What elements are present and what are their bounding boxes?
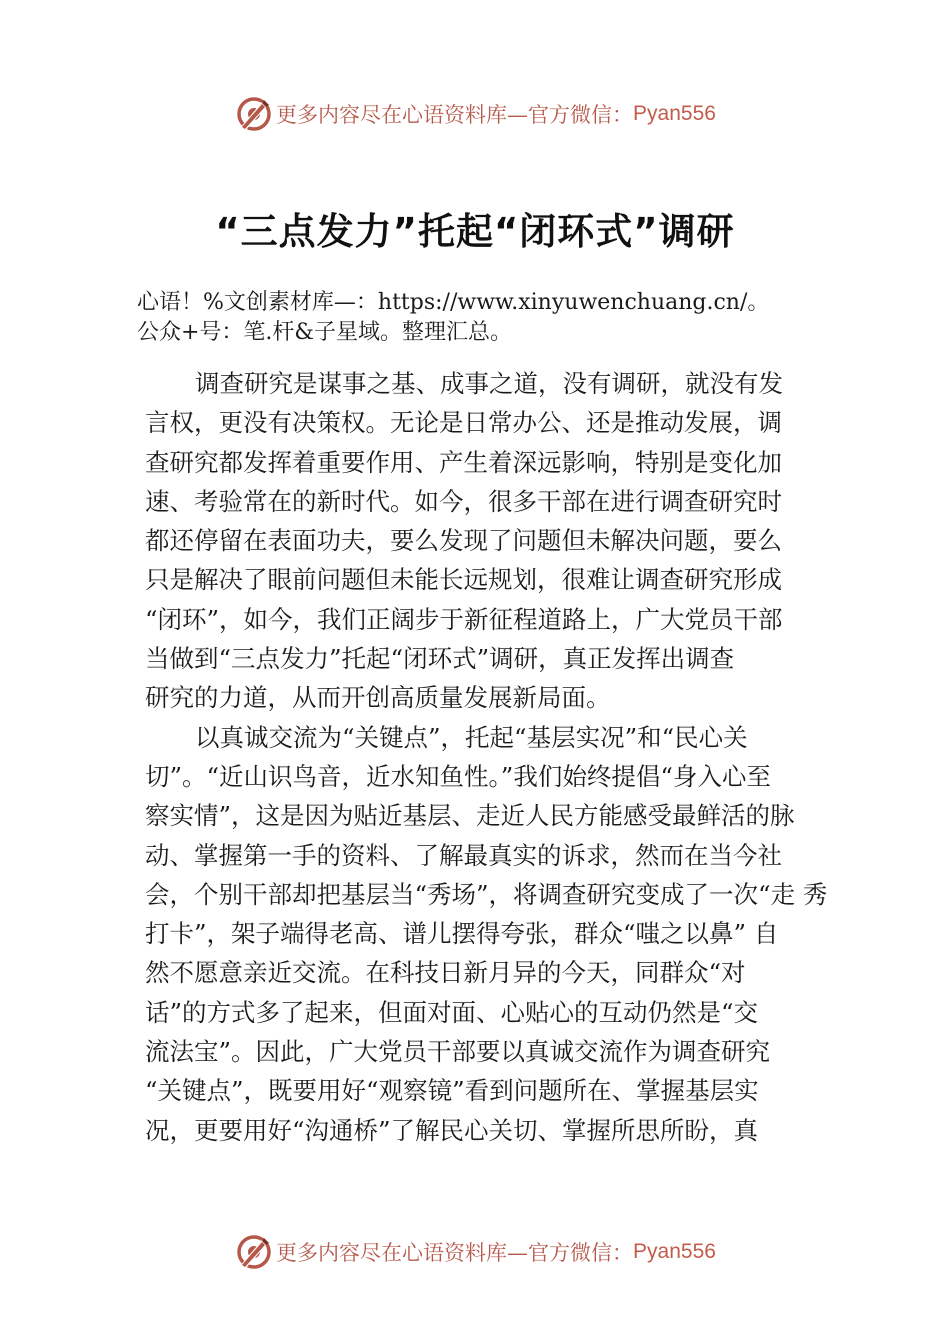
wechat-id: Pyan556 bbox=[633, 1240, 716, 1263]
paragraph-line: 会，个别干部却把基层当“秀场”，将调查研究变成了一次“走 秀 bbox=[145, 879, 828, 909]
source-note bbox=[137, 288, 837, 348]
paragraph-line: 都还停留在表面功夫，要么发现了问题但未解决问题，要么 bbox=[145, 526, 782, 556]
paragraph-line: 况，更要用好“沟通桥”了解民心关切、掌握所思所盼，真 bbox=[145, 1115, 759, 1145]
paragraph-line: 流法宝”。因此，广大党员干部要以真诚交流作为调查研究 bbox=[145, 1037, 771, 1067]
paragraph-line: 动、掌握第一手的资料、了解最真实的诉求，然而在当今社 bbox=[145, 840, 782, 870]
source-line: 心语！%文创素材库—：https://www.xinyuwenchuang.cn/。 bbox=[137, 290, 770, 315]
paragraph-line: 当做到“三点发力”托起“闭环式”调研，真正发挥出调查 bbox=[145, 644, 735, 674]
paragraph-line: 只是解决了眼前问题但未能长远规划，很难让调查研究形成 bbox=[145, 565, 782, 595]
wechat-id: Pyan556 bbox=[633, 102, 716, 125]
paragraph-line: 言权，更没有决策权。无论是日常办公、还是推动发展，调 bbox=[145, 408, 782, 438]
paragraph-line: 然不愿意亲近交流。在科技日新月异的今天，同群众“对 bbox=[145, 958, 746, 988]
banner-text: 更多内容尽在心语资料库—官方微信： bbox=[276, 1241, 634, 1265]
banner-text: 更多内容尽在心语资料库—官方微信： bbox=[276, 103, 634, 127]
footer-banner bbox=[0, 1230, 950, 1274]
paragraph-line: 查研究都发挥着重要作用、产生着深远影响，特别是变化加 bbox=[145, 447, 782, 477]
pen-logo-icon bbox=[234, 1232, 274, 1272]
article-body bbox=[145, 364, 828, 1150]
paragraph-line: 察实情”，这是因为贴近基层、走近人民方能感受最鲜活的脉 bbox=[145, 801, 795, 831]
pen-logo-icon bbox=[234, 94, 274, 134]
source-line: 公众+号：笔.杆&子星域。整理汇总。 bbox=[137, 320, 513, 345]
paragraph-line: “闭环”，如今，我们正阔步于新征程道路上，广大党员干部 bbox=[145, 604, 783, 634]
paragraph-line: 研究的力道，从而开创高质量发展新局面。 bbox=[145, 683, 611, 713]
page-title: “三点发力”托起“闭环式”调研 bbox=[215, 210, 735, 253]
paragraph-line: 调查研究是谋事之基、成事之道，没有调研，就没有发 bbox=[195, 369, 783, 398]
paragraph-line: “关键点”，既要用好“观察镜”看到问题所在、掌握基层实 bbox=[145, 1076, 759, 1106]
paragraph-line: 切”。“近山识鸟音，近水知鱼性。”我们始终提倡“身入心至 bbox=[145, 761, 771, 791]
header-banner bbox=[0, 92, 950, 136]
paragraph-line: 以真诚交流为“关键点”，托起“基层实况”和“民心关 bbox=[195, 722, 748, 752]
paragraph-line: 打卡”，架子端得老高、谱儿摆得夸张，群众“嗤之以鼻” 自 bbox=[145, 919, 779, 949]
paragraph-line: 速、考验常在的新时代。如今，很多干部在进行调查研究时 bbox=[145, 486, 782, 516]
paragraph-line: 话”的方式多了起来，但面对面、心贴心的互动仍然是“交 bbox=[145, 997, 759, 1027]
